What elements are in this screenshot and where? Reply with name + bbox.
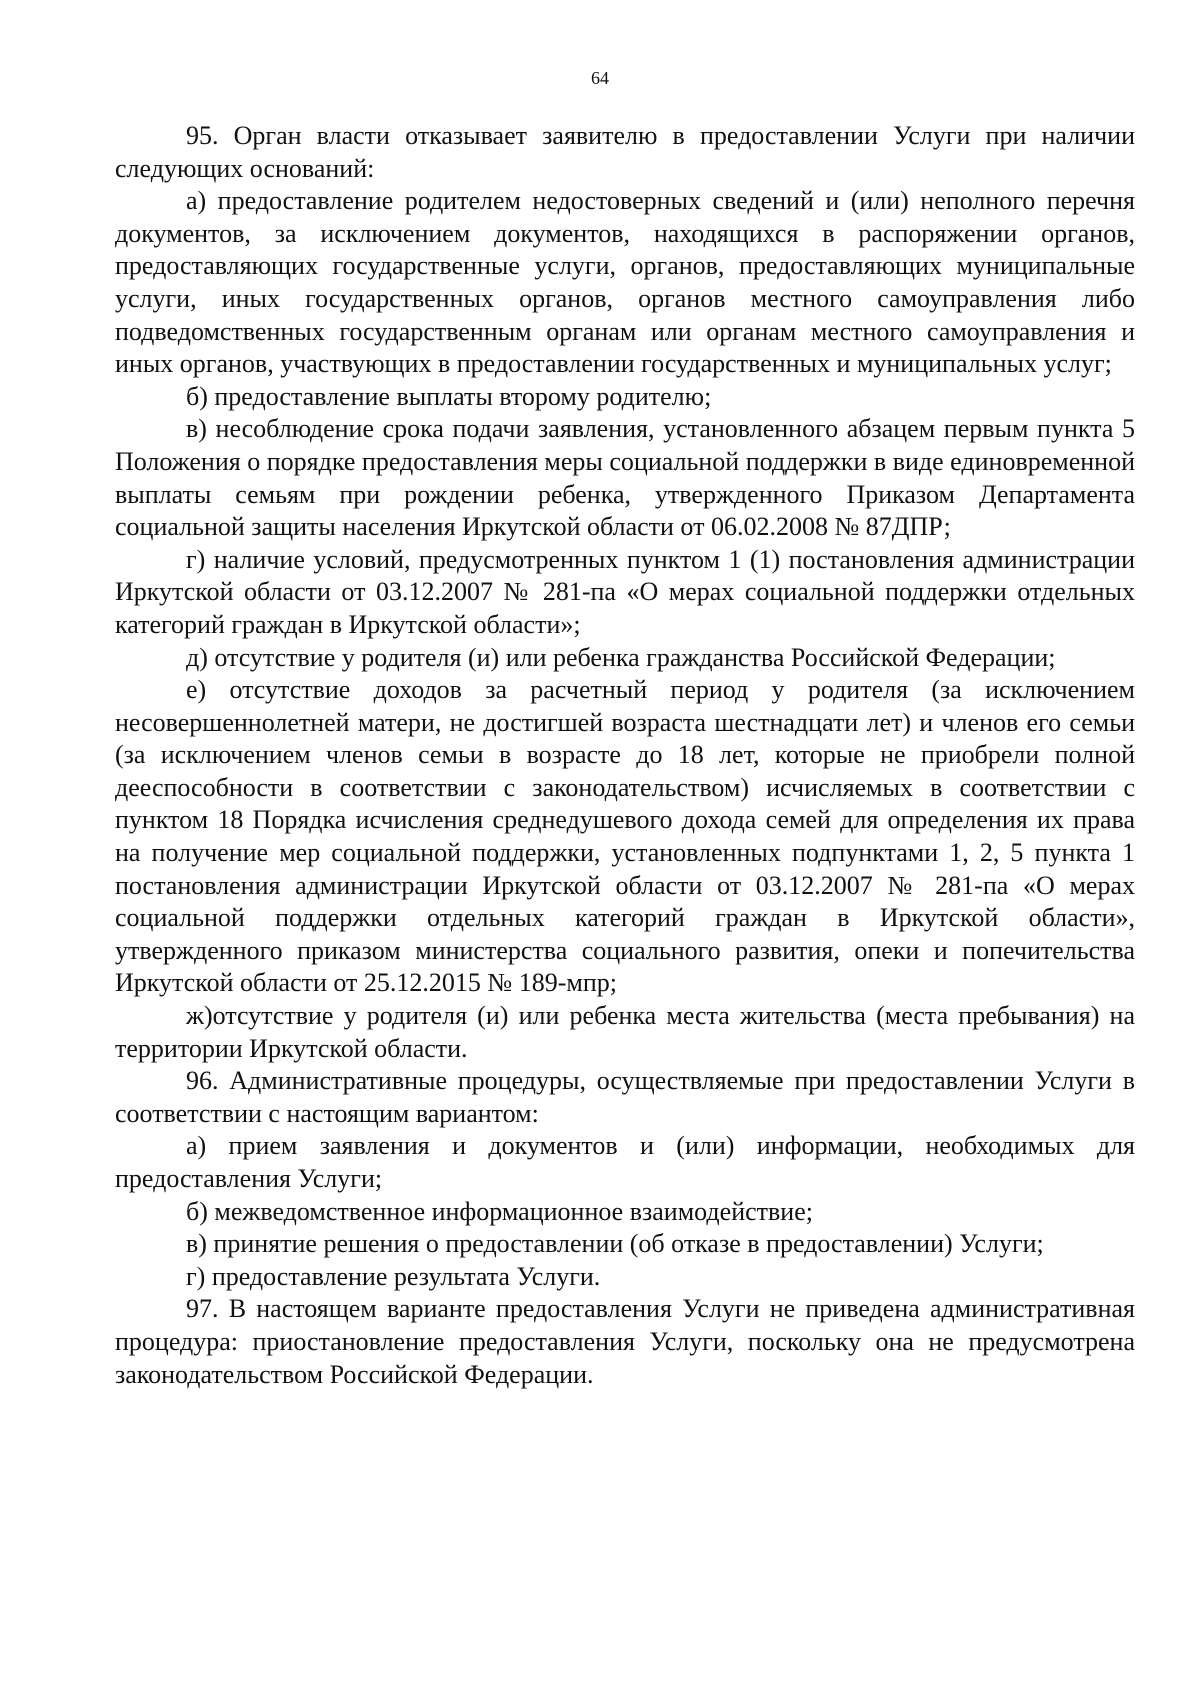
document-body (115, 120, 1135, 1391)
list-item-95-v: в) несоблюдение срока подачи заявления, установленного абзацем первым пункта 5 Положения о порядке предоставления меры социальной поддержки в виде единовременной выплаты семьям при рождении ребенка, утвержденного Приказом Департамента социальной защиты населения Иркутской области от 06.02.2008 № 87ДПР; (115, 414, 1135, 542)
page-number: 64 (591, 68, 609, 88)
paragraph-95: 95. Орган власти отказывает заявителю в предоставлении Услуги при наличии следующих оснований: (115, 121, 1135, 183)
list-item-95-b: б) предоставление выплаты второму родителю; (186, 381, 712, 411)
paragraph-97: 97. В настоящем варианте предоставления Услуги не приведена административная процедура: приостановление предоставления Услуги, поскольку она не предусмотрена законодательством Российской Федерации. (115, 1294, 1135, 1389)
list-item-96-v: в) принятие решения о предоставлении (об отказе в предоставлении) Услуги; (186, 1229, 1044, 1259)
list-item-95-d: д) отсутствие у родителя (и) или ребенка гражданства Российской Федерации; (186, 642, 1056, 672)
paragraph-96: 96. Административные процедуры, осуществляемые при предоставлении Услуги в соответствии с настоящим вариантом: (115, 1066, 1135, 1128)
list-item-95-e: е) отсутствие доходов за расчетный период у родителя (за исключением несовершеннолетней матери, не достигшей возраста шестнадцати лет) и членов его семьи (за исключением членов семьи в возрасте до 18 лет, которые не приобрели полной дееспособности в соответствии с законодательством) исчисляемых в соответствии с пунктом 18 Порядка исчисления среднедушевого дохода семей для определения их права на получение мер социальной поддержки, установленных подпунктами 1, 2, 5 пункта 1 постановления администрации Иркутской области от 03.12.2007 № 281-па «О мерах социальной поддержки отдельных категорий граждан в Иркутской области», утвержденного приказом министерства социального развития, опеки и попечительства Иркутской области от 25.12.2015 № 189-мпр; (115, 675, 1135, 998)
list-item-96-a: а) прием заявления и документов и (или) информации, необходимых для предоставления Услуги; (115, 1131, 1135, 1193)
list-item-95-zh: ж)отсутствие у родителя (и) или ребенка места жительства (места пребывания) на территории Иркутской области. (115, 1001, 1135, 1063)
list-item-95-a: а) предоставление родителем недостоверных сведений и (или) неполного перечня документов, за исключением документов, находящихся в распоряжении органов, предоставляющих государственные услуги, органов, предоставляющих муниципальные услуги, иных государственных органов, органов местного самоуправления либо подведомственных государственным органам или органам местного самоуправления и иных органов, участвующих в предоставлении государственных и муниципальных услуг; (115, 186, 1135, 379)
list-item-95-g: г) наличие условий, предусмотренных пунктом 1 (1) постановления администрации Иркутской области от 03.12.2007 № 281-па «О мерах социальной поддержки отдельных категорий граждан в Иркутской области»; (115, 544, 1135, 639)
list-item-96-b: б) межведомственное информационное взаимодействие; (186, 1196, 813, 1226)
list-item-96-g: г) предоставление результата Услуги. (186, 1261, 601, 1291)
